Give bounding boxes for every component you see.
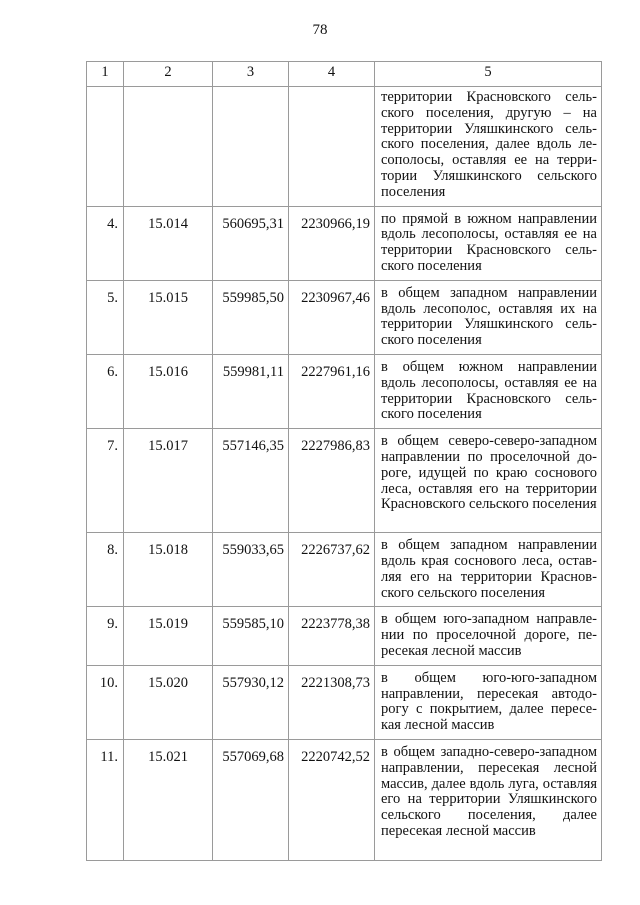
y-coordinate: 2230966,19 xyxy=(289,206,375,280)
direction-description: в общем южном направлении вдоль лесополосы, оставляя ее на территории Красновского сельского поселения xyxy=(375,354,602,428)
direction-description: территории Красновского сельского поселения, другую – на территории Уляшкинского сельского поселения, далее вдоль лесополосы, оставляя ее на территории Уляшкинского сельского поселения xyxy=(375,87,602,207)
table-row xyxy=(87,206,602,280)
page-number: 78 xyxy=(312,22,328,38)
y-coordinate: 2226737,62 xyxy=(289,533,375,607)
row-number xyxy=(87,87,124,207)
point-id: 15.021 xyxy=(124,739,213,860)
table-header-row xyxy=(87,62,602,87)
y-coordinate: 2230967,46 xyxy=(289,280,375,354)
row-number: 11. xyxy=(87,739,124,860)
x-coordinate: 559585,10 xyxy=(213,607,289,665)
direction-description: в общем северо-северо-западном направлении по проселочной дороге, идущей по краю соснового леса, оставляя его на территории Красновского сельского поселения xyxy=(375,429,602,533)
direction-description: в общем юго-западном направлении по проселочной дороге, пересекая лесной массив xyxy=(375,607,602,665)
point-id: 15.015 xyxy=(124,280,213,354)
header-col-1: 1 xyxy=(87,62,124,87)
table-row xyxy=(87,429,602,533)
point-id: 15.014 xyxy=(124,206,213,280)
table-row xyxy=(87,533,602,607)
row-number: 4. xyxy=(87,206,124,280)
x-coordinate: 557069,68 xyxy=(213,739,289,860)
header-col-4: 4 xyxy=(289,62,375,87)
row-number: 7. xyxy=(87,429,124,533)
table-row xyxy=(87,354,602,428)
table-row xyxy=(87,665,602,739)
row-number: 9. xyxy=(87,607,124,665)
y-coordinate xyxy=(289,87,375,207)
row-number: 5. xyxy=(87,280,124,354)
direction-description: в общем западном направлении вдоль края соснового леса, оставляя его на территории Красновского сельского поселения xyxy=(375,533,602,607)
direction-description: в общем западном направлении вдоль лесополос, оставляя их на территории Уляшкинского сельского поселения xyxy=(375,280,602,354)
table-row xyxy=(87,280,602,354)
point-id: 15.018 xyxy=(124,533,213,607)
x-coordinate: 559985,50 xyxy=(213,280,289,354)
x-coordinate: 560695,31 xyxy=(213,206,289,280)
point-id: 15.017 xyxy=(124,429,213,533)
x-coordinate xyxy=(213,87,289,207)
row-number: 8. xyxy=(87,533,124,607)
row-number: 6. xyxy=(87,354,124,428)
table-row xyxy=(87,739,602,860)
point-id: 15.019 xyxy=(124,607,213,665)
direction-description: в общем западно-северо-западном направлении, пересекая лесной массив, далее вдоль луга, оставляя его на территории Уляшкинского сельского поселения, далее пересекая лесной массив xyxy=(375,739,602,860)
y-coordinate: 2227986,83 xyxy=(289,429,375,533)
direction-description: в общем юго-юго-западном направлении, пересекая автодорогу с покрытием, далее пересекая лесной массив xyxy=(375,665,602,739)
x-coordinate: 557146,35 xyxy=(213,429,289,533)
point-id xyxy=(124,87,213,207)
x-coordinate: 557930,12 xyxy=(213,665,289,739)
x-coordinate: 559033,65 xyxy=(213,533,289,607)
x-coordinate: 559981,11 xyxy=(213,354,289,428)
point-id: 15.020 xyxy=(124,665,213,739)
point-id: 15.016 xyxy=(124,354,213,428)
row-number: 10. xyxy=(87,665,124,739)
table-row xyxy=(87,87,602,207)
table-row xyxy=(87,607,602,665)
header-col-3: 3 xyxy=(213,62,289,87)
header-col-2: 2 xyxy=(124,62,213,87)
direction-description: по прямой в южном направлении вдоль лесополосы, оставляя ее на территории Красновского сельского поселения xyxy=(375,206,602,280)
boundary-points-table xyxy=(86,61,602,861)
y-coordinate: 2223778,38 xyxy=(289,607,375,665)
y-coordinate: 2220742,52 xyxy=(289,739,375,860)
y-coordinate: 2227961,16 xyxy=(289,354,375,428)
y-coordinate: 2221308,73 xyxy=(289,665,375,739)
header-col-5: 5 xyxy=(375,62,602,87)
